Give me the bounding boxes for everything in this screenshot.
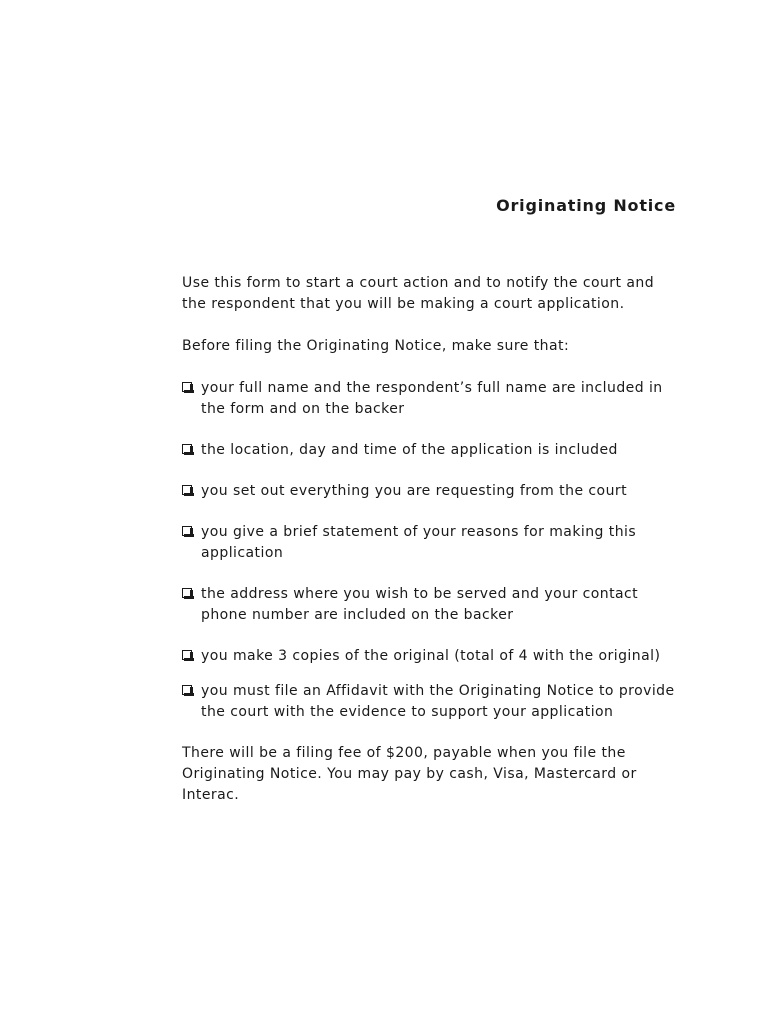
before-filing-paragraph: Before filing the Originating Notice, make sure that: <box>182 338 570 354</box>
checklist-item <box>182 584 682 626</box>
checklist-item-text: the address where you wish to be served and your contact phone number are included on the backer <box>201 586 639 623</box>
page-title: Originating Notice <box>496 196 676 215</box>
checkbox-icon <box>182 485 192 495</box>
checkbox-icon <box>182 650 192 660</box>
checklist-item-text: you make 3 copies of the original (total of 4 with the original) <box>201 648 661 664</box>
intro-paragraph: Use this form to start a court action and to notify the court and the respondent that you will be making a court application. <box>182 275 655 312</box>
checklist-item <box>182 681 682 723</box>
checklist-item <box>182 440 682 461</box>
checklist-item <box>182 522 682 564</box>
checkbox-icon <box>182 444 192 454</box>
checklist-item <box>182 481 682 502</box>
checklist-item-text: your full name and the respondent’s full name are included in the form and on the backer <box>201 380 663 417</box>
checklist-item-text: you give a brief statement of your reasons for making this application <box>201 524 637 561</box>
filing-checklist <box>182 378 682 723</box>
checklist-item-text: the location, day and time of the application is included <box>201 442 618 458</box>
checklist-item-text: you set out everything you are requesting from the court <box>201 483 628 499</box>
checkbox-icon <box>182 685 192 695</box>
checklist-item-text: you must file an Affidavit with the Originating Notice to provide the court with the evidence to support your application <box>201 683 675 720</box>
checkbox-icon <box>182 382 192 392</box>
checkbox-icon <box>182 588 192 598</box>
document-body <box>182 273 682 827</box>
checklist-item <box>182 378 682 420</box>
checklist-item <box>182 646 682 667</box>
fee-paragraph: There will be a filing fee of $200, payable when you file the Originating Notice. You may pay by cash, Visa, Mastercard or Interac. <box>182 745 637 803</box>
checkbox-icon <box>182 526 192 536</box>
